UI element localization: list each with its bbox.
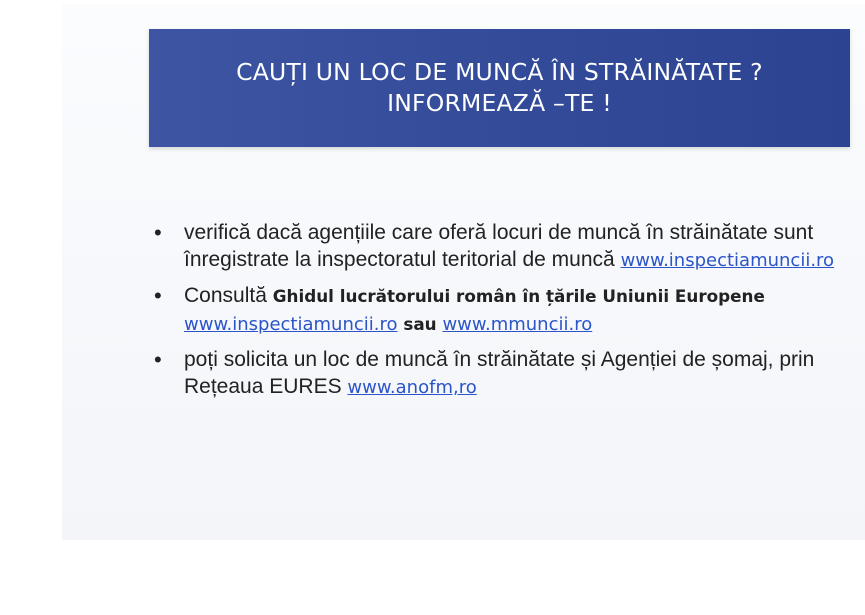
bullet-icon: • [154, 220, 162, 245]
list-item [151, 282, 856, 338]
bullet-text: Consultă [184, 284, 273, 307]
bullet-icon: • [154, 283, 162, 308]
title-line-2: INFORMEAZĂ –TE ! [387, 89, 612, 117]
list-item [151, 346, 856, 401]
link-mmuncii[interactable]: www.mmuncii.ro [442, 314, 593, 335]
title-line-1: CAUȚI UN LOC DE MUNCĂ ÎN STRĂINĂTATE ? [236, 58, 763, 86]
list-item [151, 219, 856, 274]
link-inspectiamuncii-2[interactable]: www.inspectiamuncii.ro [184, 314, 398, 335]
bullet-icon: • [154, 347, 162, 372]
bullet-list [151, 219, 856, 409]
bullet-text: poți solicita un loc de muncă în străinătate și Agenției de șomaj, prin Rețeaua EURES [184, 348, 815, 398]
bullet-text: verifică dacă agențiile care oferă locuri de muncă în străinătate sunt înregistrate la inspectoratul teritorial de muncă [184, 221, 814, 271]
link-inspectiamuncii[interactable]: www.inspectiamuncii.ro [620, 250, 835, 271]
title-banner [149, 29, 850, 147]
link-anofm[interactable]: www.anofm,ro [347, 377, 477, 398]
separator-text: sau [397, 314, 443, 334]
guide-title: Ghidul lucrătorului român în țările Uniunii Europene [272, 286, 765, 306]
